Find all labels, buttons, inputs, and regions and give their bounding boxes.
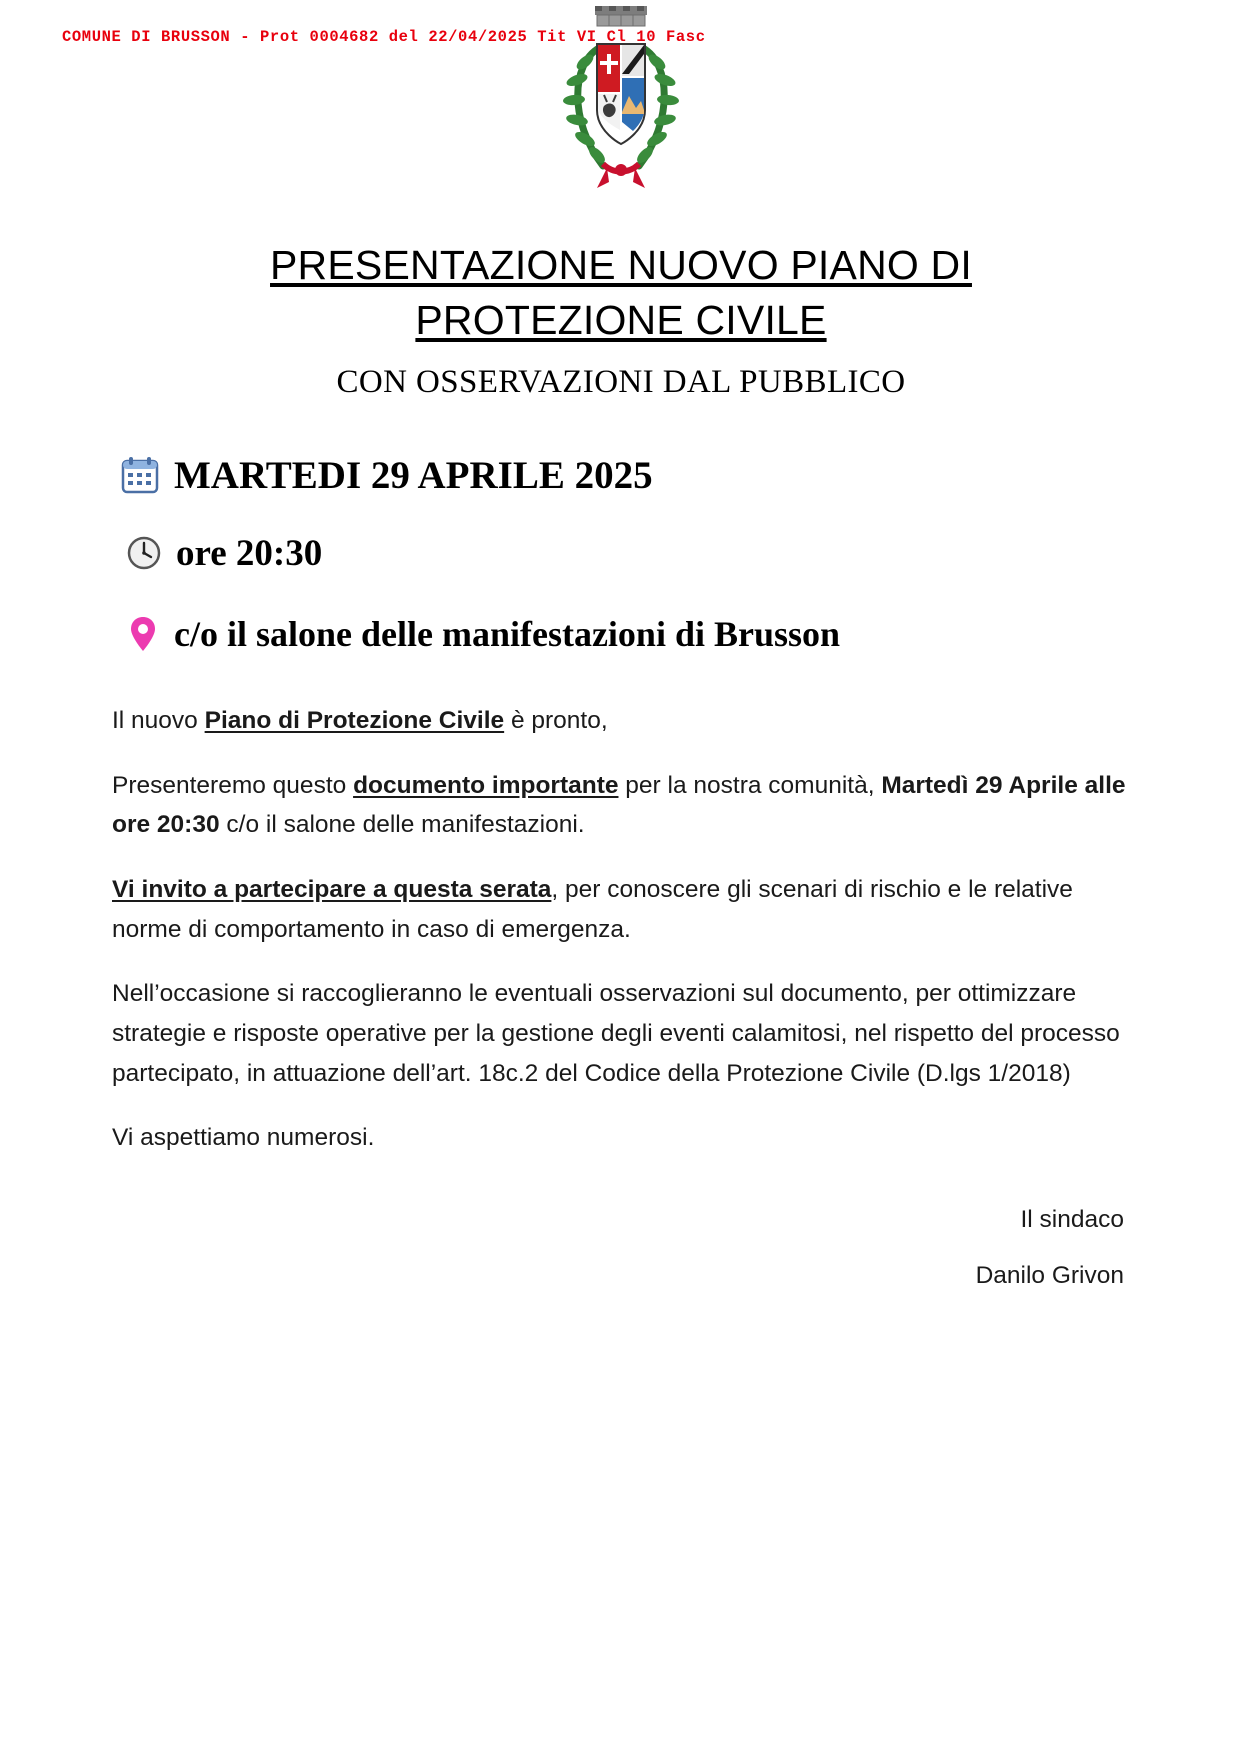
signature-block — [112, 1192, 1130, 1305]
p2-bold-datetime: Martedì 29 Aprile alle ore 20:30 — [112, 771, 1126, 839]
page-title — [112, 238, 1130, 348]
page-subtitle: CON OSSERVAZIONI DAL PUBBLICO — [336, 363, 906, 400]
event-place-line — [112, 613, 1130, 655]
signature-role: Il sindaco — [1020, 1206, 1124, 1234]
clock-icon — [126, 535, 162, 571]
p2-part-a: Presenteremo questo — [112, 771, 354, 799]
title-line-1: PRESENTAZIONE NUOVO PIANO DI — [270, 242, 972, 288]
p2-part-e: c/o il salone delle manifestazioni. — [219, 811, 585, 839]
event-date-line — [112, 453, 1130, 498]
p2-highlight: documento importante — [353, 771, 619, 799]
body-text — [112, 701, 1130, 1158]
paragraph-3 — [112, 870, 1130, 949]
signature-name: Danilo Grivon — [975, 1262, 1124, 1290]
map-pin-icon — [126, 614, 160, 654]
paragraph-1 — [112, 701, 1130, 741]
protocol-stamp: COMUNE DI BRUSSON - Prot 0004682 del 22/04/2025 Tit VI Cl 10 Fasc — [62, 28, 706, 46]
poster-content — [112, 238, 1130, 1305]
event-time-text: ore 20:30 — [176, 532, 323, 574]
title-line-2: PROTEZIONE CIVILE — [415, 296, 827, 343]
calendar-icon — [120, 455, 160, 495]
p1-part-a: Il nuovo — [112, 706, 205, 734]
event-date-text: MARTEDI 29 APRILE 2025 — [174, 453, 653, 497]
p2-part-c: per la nostra comunità, — [618, 771, 882, 799]
event-place-text: c/o il salone delle manifestazioni di Brusson — [174, 613, 841, 654]
paragraph-5: Vi aspettiamo numerosi. — [112, 1124, 375, 1152]
event-time-line — [112, 532, 1130, 575]
paragraph-2 — [112, 766, 1130, 845]
p1-part-c: è pronto, — [504, 706, 608, 734]
p3-highlight: Vi invito a partecipare a questa serata — [112, 875, 552, 903]
paragraph-4: Nell’occasione si raccoglieranno le eventuali osservazioni sul documento, per ottimizzare strategie e risposte operative per la gestione degli eventi calamitosi, nel rispetto del processo partecipato, in attuazione dell’art. 18c.2 del Codice della Protezione Civile (D.lgs 1/2018) — [112, 980, 1120, 1087]
p3-part-b: , per conoscere gli scenari di rischio e le relative norme di comportamento in caso di emergenza. — [112, 875, 1073, 943]
p1-highlight: Piano di Protezione Civile — [204, 706, 505, 734]
